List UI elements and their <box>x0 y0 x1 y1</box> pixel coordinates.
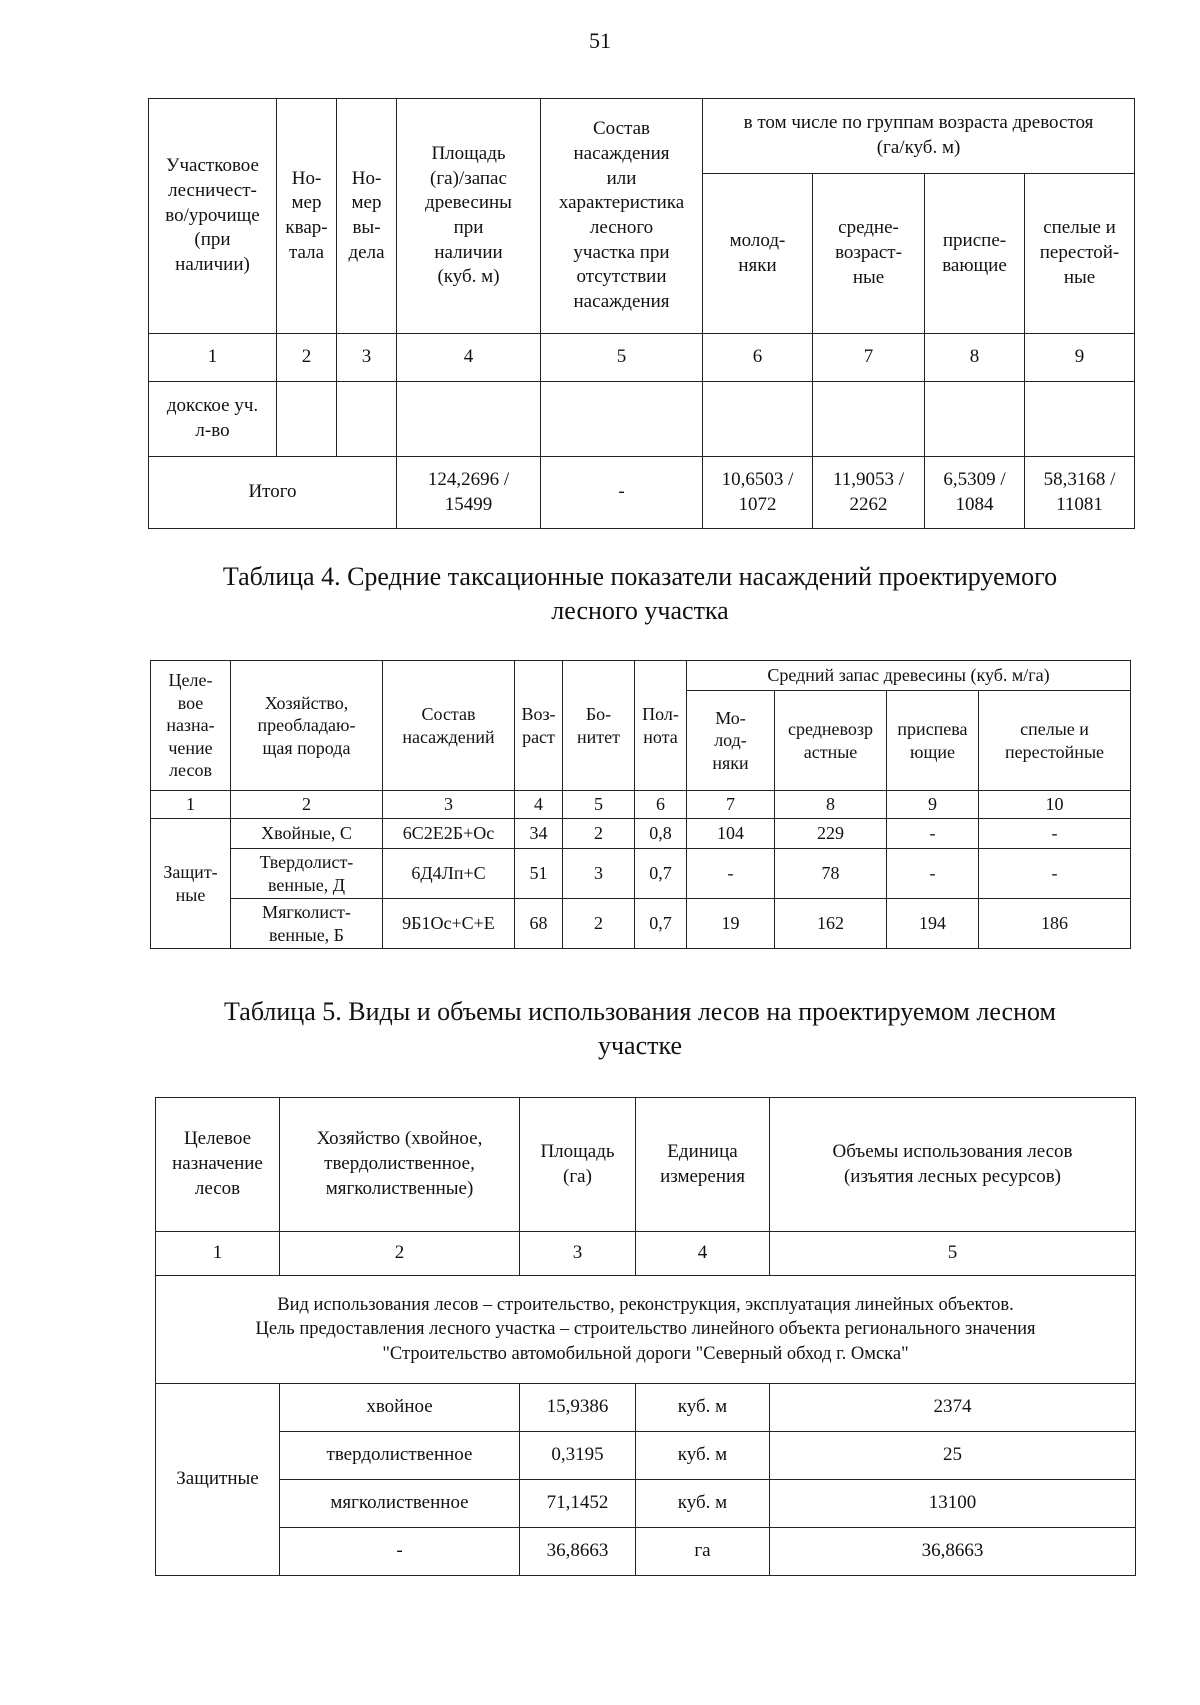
column-number: 4 <box>636 1232 770 1276</box>
usage-description: Вид использования лесов – строительство, реконструкция, эксплуатация линейных объектов. Цель предоставления лесного участка – строительство линейного объекта регионального значения "Строительство автомобильной дороги "Северный обход г. Омска" <box>156 1276 1136 1384</box>
header-ripening: приспева ющие <box>887 691 979 791</box>
column-number: 8 <box>925 334 1025 382</box>
composition: 6Д4Лп+С <box>383 849 515 899</box>
farm-type: мягколиственное <box>280 1480 520 1528</box>
column-number: 3 <box>337 334 397 382</box>
column-number: 3 <box>383 791 515 819</box>
total-label: Итого <box>149 457 397 529</box>
table-cell <box>337 382 397 457</box>
table-cell <box>397 382 541 457</box>
total-area: 124,2696 / 15499 <box>397 457 541 529</box>
header-area: Площадь (га) <box>520 1098 636 1232</box>
column-number: 4 <box>397 334 541 382</box>
header-mature: спелые и перестой- ные <box>1025 174 1135 334</box>
column-number: 1 <box>156 1232 280 1276</box>
header-dominant-species: Хозяйство, преобладаю- щая порода <box>231 661 383 791</box>
header-young: молод- няки <box>703 174 813 334</box>
column-number: 8 <box>775 791 887 819</box>
stock-mature: - <box>979 819 1131 849</box>
stock-ripening: - <box>887 849 979 899</box>
stock-young: 19 <box>687 899 775 949</box>
header-farm-type: Хозяйство (хвойное, твердолиственное, мягколиственные) <box>280 1098 520 1232</box>
header-purpose: Целевое назначение лесов <box>156 1098 280 1232</box>
column-number: 7 <box>813 334 925 382</box>
column-number: 1 <box>149 334 277 382</box>
volume: 13100 <box>770 1480 1136 1528</box>
stock-middle-aged: 78 <box>775 849 887 899</box>
header-average-stock: Средний запас древесины (куб. м/га) <box>687 661 1131 691</box>
table-cell <box>277 382 337 457</box>
forestry-name: докское уч. л-во <box>149 382 277 457</box>
volume: 36,8663 <box>770 1528 1136 1576</box>
bonitet: 3 <box>563 849 635 899</box>
table-3-continuation <box>148 98 1135 529</box>
column-number: 5 <box>541 334 703 382</box>
header-age-groups: в том числе по группам возраста древостоя (га/куб. м) <box>703 99 1135 174</box>
column-number: 9 <box>1025 334 1135 382</box>
table-cell <box>541 382 703 457</box>
table-4 <box>150 660 1131 949</box>
density: 0,7 <box>635 849 687 899</box>
table-cell <box>813 382 925 457</box>
volume: 2374 <box>770 1384 1136 1432</box>
header-middle-aged: средне- возраст- ные <box>813 174 925 334</box>
stock-mature: - <box>979 849 1131 899</box>
composition: 9Б1Ос+С+Е <box>383 899 515 949</box>
stock-young: - <box>687 849 775 899</box>
total-middle-aged: 11,9053 / 2262 <box>813 457 925 529</box>
table-cell <box>925 382 1025 457</box>
stock-mature: 186 <box>979 899 1131 949</box>
column-number: 6 <box>635 791 687 819</box>
stock-middle-aged: 162 <box>775 899 887 949</box>
header-ripening: приспе- вающие <box>925 174 1025 334</box>
header-bonitet: Бо- нитет <box>563 661 635 791</box>
farm-type: Хвойные, С <box>231 819 383 849</box>
area: 36,8663 <box>520 1528 636 1576</box>
column-number: 4 <box>515 791 563 819</box>
column-number: 10 <box>979 791 1131 819</box>
column-number: 7 <box>687 791 775 819</box>
header-composition: Состав насаждения или характеристика лесного участка при отсутствии насаждения <box>541 99 703 334</box>
column-number: 6 <box>703 334 813 382</box>
area: 71,1452 <box>520 1480 636 1528</box>
header-quarter: Но- мер квар- тала <box>277 99 337 334</box>
total-young: 10,6503 / 1072 <box>703 457 813 529</box>
table-5-caption: Таблица 5. Виды и объемы использования лесов на проектируемом лесном участке <box>224 997 1056 1061</box>
farm-type: Твердолист- венные, Д <box>231 849 383 899</box>
header-forestry: Участковое лесничест- во/урочище (при наличии) <box>149 99 277 334</box>
density: 0,8 <box>635 819 687 849</box>
header-volume: Объемы использования лесов (изъятия лесных ресурсов) <box>770 1098 1136 1232</box>
page-number: 51 <box>589 28 611 53</box>
header-stand-composition: Состав насаждений <box>383 661 515 791</box>
column-number: 5 <box>563 791 635 819</box>
table-cell <box>1025 382 1135 457</box>
stock-ripening: 194 <box>887 899 979 949</box>
bonitet: 2 <box>563 819 635 849</box>
header-mature: спелые и перестойные <box>979 691 1131 791</box>
column-number: 2 <box>231 791 383 819</box>
total-ripening: 6,5309 / 1084 <box>925 457 1025 529</box>
header-young: Мо- лод- няки <box>687 691 775 791</box>
column-number: 9 <box>887 791 979 819</box>
header-area: Площадь (га)/запас древесины при наличии (куб. м) <box>397 99 541 334</box>
farm-type: Мягколист- венные, Б <box>231 899 383 949</box>
header-density: Пол- нота <box>635 661 687 791</box>
header-unit: Единица измерения <box>636 1098 770 1232</box>
column-number: 1 <box>151 791 231 819</box>
stock-middle-aged: 229 <box>775 819 887 849</box>
purpose-protective: Защитные <box>156 1384 280 1576</box>
age: 68 <box>515 899 563 949</box>
density: 0,7 <box>635 899 687 949</box>
farm-type: - <box>280 1528 520 1576</box>
area: 15,9386 <box>520 1384 636 1432</box>
stock-young: 104 <box>687 819 775 849</box>
unit: куб. м <box>636 1384 770 1432</box>
header-allotment: Но- мер вы- дела <box>337 99 397 334</box>
column-number: 2 <box>280 1232 520 1276</box>
unit: га <box>636 1528 770 1576</box>
total-composition: - <box>541 457 703 529</box>
header-age: Воз- раст <box>515 661 563 791</box>
area: 0,3195 <box>520 1432 636 1480</box>
volume: 25 <box>770 1432 1136 1480</box>
age: 34 <box>515 819 563 849</box>
header-purpose: Целе- вое назна- чение лесов <box>151 661 231 791</box>
unit: куб. м <box>636 1432 770 1480</box>
column-number: 2 <box>277 334 337 382</box>
age: 51 <box>515 849 563 899</box>
composition: 6С2Е2Б+Ос <box>383 819 515 849</box>
column-number: 5 <box>770 1232 1136 1276</box>
farm-type: твердолиственное <box>280 1432 520 1480</box>
table-cell <box>703 382 813 457</box>
column-number: 3 <box>520 1232 636 1276</box>
farm-type: хвойное <box>280 1384 520 1432</box>
header-middle-aged: средневозр астные <box>775 691 887 791</box>
purpose-protective: Защит- ные <box>151 819 231 949</box>
table-5 <box>155 1097 1136 1576</box>
bonitet: 2 <box>563 899 635 949</box>
stock-ripening: - <box>887 819 979 849</box>
total-mature: 58,3168 / 11081 <box>1025 457 1135 529</box>
unit: куб. м <box>636 1480 770 1528</box>
table-4-caption: Таблица 4. Средние таксационные показатели насаждений проектируемого лесного участка <box>222 562 1058 626</box>
